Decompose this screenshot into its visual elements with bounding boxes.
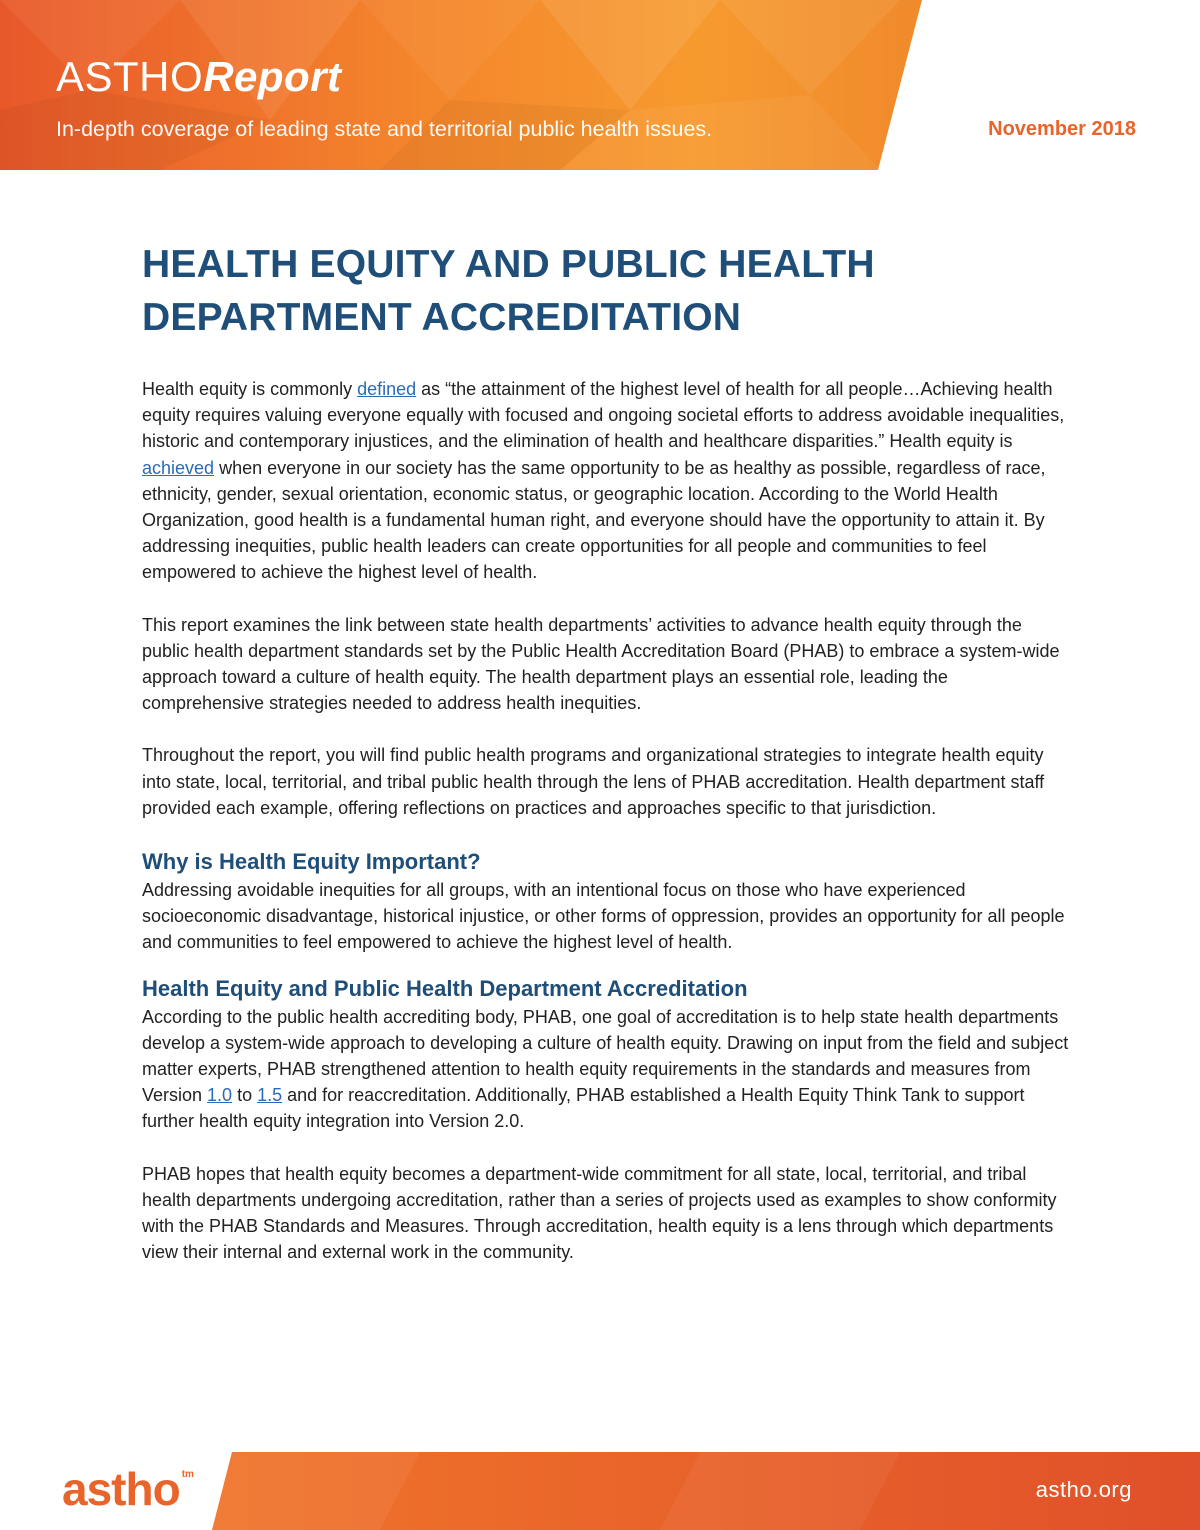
page-title: HEALTH EQUITY AND PUBLIC HEALTH DEPARTMENT ACCREDITATION	[142, 243, 875, 339]
footer-logo-text: astho	[62, 1463, 180, 1515]
section2-paragraph-2: PHAB hopes that health equity becomes a department-wide commitment for all state, local, territorial, and tribal health departments undergoing accreditation, rather than a series of projects used as examples to show conformity with the PHAB Standards and Measures. Through accreditation, health equity is a lens through which departments view their internal and external work in the community.	[142, 1163, 1057, 1263]
s2-p1-text-a: According to the public health accrediting body, PHAB, one goal of accreditation is to help state health departments develop a system-wide approach to developing a culture of health equity. Drawing on input from the field and subject matter experts, PHAB strengthened attention to health equity requirements in the standards and measures from Version	[142, 1006, 1069, 1106]
report-date: November 2018	[988, 118, 1136, 140]
header-banner	[0, 0, 1200, 170]
s2-p1-text-b: to	[232, 1085, 258, 1106]
link-version-1-0[interactable]: 1.0	[207, 1085, 233, 1106]
footer-website[interactable]: astho.org	[1035, 1477, 1132, 1502]
intro-paragraph-3: Throughout the report, you will find public health programs and organizational strategies to integrate health equity into state, local, territorial, and tribal public health through the lens of PHAB accreditation. Health department staff provided each example, offering reflections on practices and approaches specific to that jurisdiction.	[142, 745, 1045, 818]
link-version-1-5[interactable]: 1.5	[257, 1085, 283, 1106]
footer-logo-tm: tm	[181, 1469, 194, 1480]
intro-p1-text-b: as “the attainment of the highest level of health for all people…Achieving health equity requires valuing everyone equally with focused and ongoing societal efforts to address avoidable inequalities, historic and contemporary injustices, and the elimination of health and healthcare disparities.” Health equity is	[142, 379, 1065, 452]
intro-p1-text-a: Health equity is commonly	[142, 379, 358, 399]
section2-paragraph-1	[142, 1004, 1072, 1135]
intro-paragraph-1	[142, 376, 1072, 586]
footer-bar	[0, 1452, 1200, 1530]
link-achieved[interactable]: achieved	[142, 457, 215, 478]
article-body	[142, 238, 1072, 1265]
header-tagline: In-depth coverage of leading state and territorial public health issues.	[56, 117, 713, 141]
logo-astho-text: ASTHO	[56, 53, 204, 100]
astho-footer-logo	[62, 1463, 194, 1515]
intro-p1-text-c: when everyone in our society has the same opportunity to be as healthy as possible, regardless of race, ethnicity, gender, sexual orientation, economic status, or geographic location. According to the World Health Organization, good health is a fundamental human right, and everyone should have the opportunity to attain it. By addressing inequities, public health leaders can create opportunities for all people and communities to feel empowered to achieve the highest level of health.	[142, 457, 1046, 583]
link-defined[interactable]: defined	[357, 379, 417, 399]
logo-report-text: Report	[203, 53, 342, 100]
section-heading-why-important: Why is Health Equity Important?	[142, 849, 481, 875]
astho-report-logo	[56, 53, 342, 100]
section-heading-accreditation: Health Equity and Public Health Department Accreditation	[142, 975, 748, 1001]
s2-p1-text-c: and for reaccreditation. Additionally, PHAB established a Health Equity Think Tank to support further health equity integration into Version 2.0.	[142, 1085, 1025, 1132]
intro-paragraph-2: This report examines the link between state health departments’ activities to advance health equity through the public health department standards set by the Public Health Accreditation Board (PHAB) to embrace a system-wide approach toward a culture of health equity. The health department plays an essential role, leading the comprehensive strategies needed to address health inequities.	[142, 614, 1060, 714]
section1-paragraph: Addressing avoidable inequities for all groups, with an intentional focus on those who have experienced socioeconomic disadvantage, historical injustice, or other forms of oppression, provides an opportunity for all people and communities to feel empowered to achieve the highest level of health.	[142, 880, 1065, 953]
